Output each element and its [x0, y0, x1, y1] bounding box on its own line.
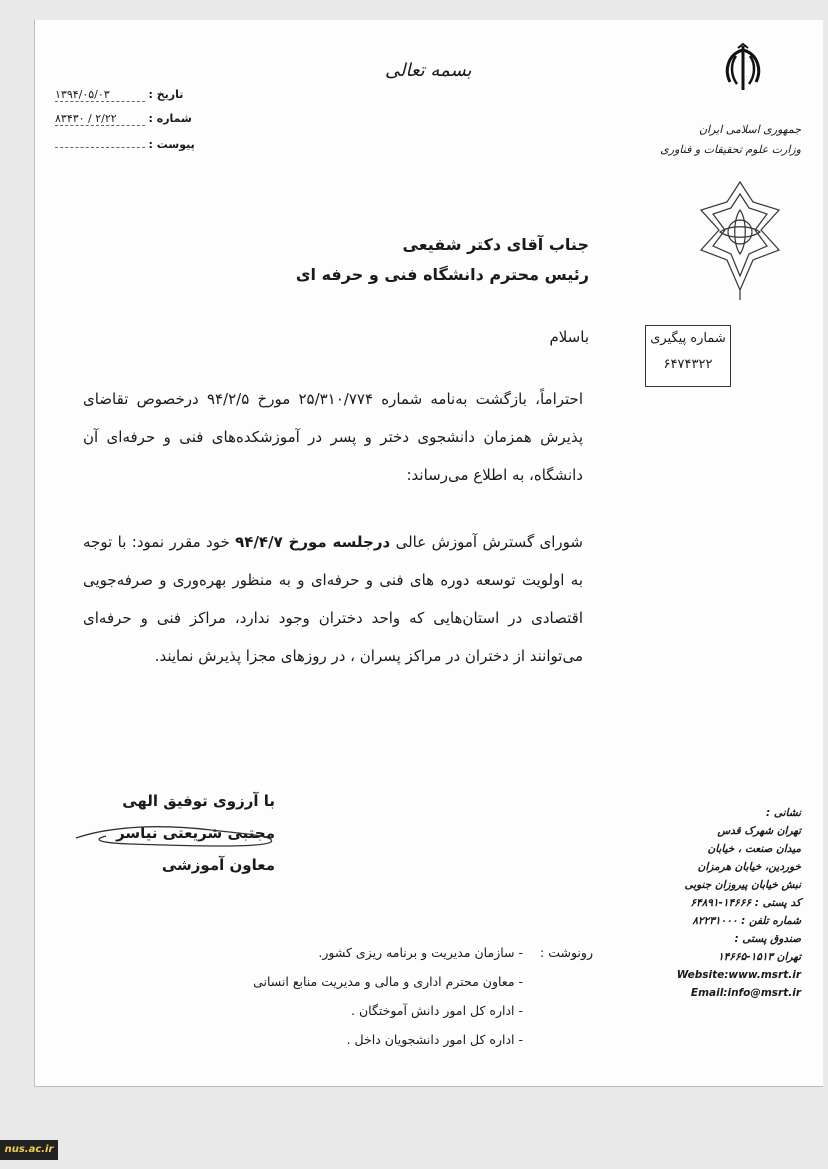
address-line: نبش خیابان پیروزان جنوبی — [684, 879, 801, 891]
cc-label: رونوشت : — [540, 945, 593, 960]
recipient-name: جناب آقای دکتر شفیعی — [402, 235, 589, 254]
cc-block — [253, 938, 593, 1054]
cc-item: - سازمان مدیریت و برنامه ریزی کشور. — [318, 945, 523, 960]
date-label: تاریخ : — [148, 88, 184, 101]
address-line: تهران شهرک قدس — [717, 825, 801, 837]
date-value: ۱۳۹۴/۰۵/۰۳ — [55, 88, 145, 102]
date-line — [55, 88, 183, 102]
address-label: نشانی : — [765, 807, 801, 819]
email-link[interactable]: Email:info@msrt.ir — [690, 987, 801, 999]
meeting-date-emphasis: درجلسه مورخ ۹۴/۴/۷ — [235, 533, 391, 551]
address-block — [661, 804, 801, 1002]
number-line — [55, 112, 192, 126]
paragraph-2-rest: خود مقرر نمود: با توجه به اولویت توسعه دوره های فنی و حرفه‌ای و به منظور بهره‌وری و صرفه‌جویی اقتصادی در استان‌هایی که واحد دختران وجود ندارد، مراکز فنی و حرفه‌ای می‌توانند از دختران در مراکز پسران ، در روزهای مجزا پذیرش نمایند. — [83, 533, 583, 665]
attachment-line — [55, 138, 195, 151]
recipient-title: رئیس محترم دانشگاه فنی و حرفه ای — [295, 265, 589, 284]
number-value: ۲/۲۲ / ۸۳۴۳۰ — [55, 112, 145, 126]
address-line: صندوق پستی : — [734, 933, 801, 945]
ornament-icon — [695, 180, 785, 300]
website-link[interactable]: Website:www.msrt.ir — [676, 969, 801, 981]
greeting: باسلام — [549, 328, 589, 346]
cc-item: - معاون محترم اداری و مالی و مدیریت منابع انسانی — [253, 974, 523, 989]
paragraph-1: احتراماً، بازگشت به‌نامه شماره ۲۵/۳۱۰/۷۷۴ مورخ ۹۴/۲/۵ درخصوص تقاضای پذیرش همزمان دانشجوی دختر و پسر در آموزشکده‌های فنی و حرفه‌ای آن دانشگاه، به اطلاع می‌رساند: — [83, 390, 583, 484]
watermark-badge: nus.ac.ir — [0, 1140, 58, 1160]
paragraph-2 — [83, 523, 583, 675]
ministry-header — [601, 120, 801, 160]
attachment-value — [55, 147, 145, 148]
paragraph-2-start: شورای گسترش آموزش عالی — [395, 533, 583, 551]
handwritten-signature-icon — [71, 820, 281, 850]
address-line: کد پستی : ۱۴۶۶۶-۶۴۸۹۱ — [690, 897, 801, 909]
signer-name: مجتبی شریعتی نیاسر — [116, 824, 275, 842]
letter-page — [34, 20, 823, 1087]
ministry-line-2: وزارت علوم تحقیقات و فناوری — [660, 143, 801, 156]
cc-item: - اداره کل امور دانش آموختگان . — [351, 1003, 523, 1018]
address-line: شماره تلفن : ۸۲۲۳۱۰۰۰ — [692, 915, 801, 927]
recipient-block — [296, 230, 589, 290]
attachment-label: پیوست : — [148, 138, 195, 151]
tracking-label: شماره پیگیری — [650, 331, 726, 346]
closing-line: با آرزوی توفیق الهی — [122, 792, 275, 810]
tracking-box — [645, 325, 731, 387]
ministry-line-1: جمهوری اسلامی ایران — [698, 123, 801, 136]
bismillah-heading: بسمه تعالی — [385, 60, 472, 81]
address-line: تهران ۱۵۱۳-۱۴۶۶۵ — [718, 951, 801, 963]
tracking-number: ۶۴۷۴۳۲۲ — [663, 357, 713, 372]
cc-item: - اداره کل امور دانشجویان داخل . — [346, 1032, 523, 1047]
number-label: شماره : — [148, 112, 192, 125]
address-line: میدان صنعت ، خیابان — [707, 843, 801, 855]
iran-emblem-icon — [718, 42, 768, 102]
signer-position: معاون آموزشی — [161, 856, 275, 874]
address-line: خوردین، خیابان هرمزان — [697, 861, 801, 873]
